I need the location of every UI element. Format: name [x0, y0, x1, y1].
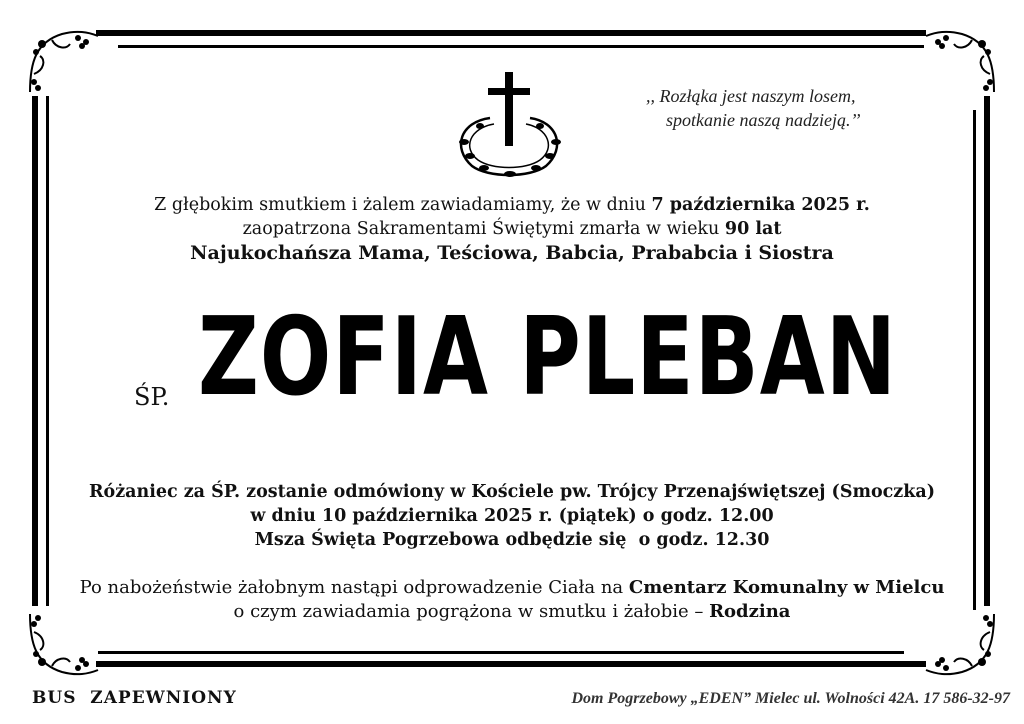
funeral-part-2: o czym zawiadamia pogrążona w smutku i żałobie – — [233, 601, 704, 622]
rosary-line-1: Różaniec za ŚP. zostanie odmówiony w Kościele pw. Trójcy Przenajświętszej (Smoczka) — [88, 482, 935, 502]
relations: Najukochańsza Mama, Teściowa, Babcia, Prababcia i Siostra — [190, 242, 834, 264]
cross-with-wreath — [450, 70, 570, 180]
cross-icon — [488, 72, 530, 146]
funeral-home-info: Dom Pogrzebowy „EDEN” Mielec ul. Wolności 42A. 17 586-32-97 — [571, 690, 1010, 707]
intro-line-2 — [60, 217, 964, 241]
deceased-prefix: ŚP. — [134, 383, 170, 411]
quote-line-2: spotkanie naszą nadzieją.’’ — [666, 110, 861, 130]
age: 90 lat — [724, 219, 782, 239]
frame-bottom-outer — [96, 661, 926, 667]
quote-line-1: ,, Rozłąka jest naszym losem, — [646, 86, 856, 106]
rosary-line-2: w dniu 10 października 2025 r. (piątek) o godz. 12.00 — [250, 506, 774, 526]
funeral-line-1 — [60, 576, 964, 600]
quote — [646, 84, 906, 132]
intro-text — [60, 193, 964, 241]
intro-part-2: zaopatrzona Sakramentami Świętymi zmarła w wieku — [242, 219, 720, 239]
cemetery: Cmentarz Komunalny w Mielcu — [628, 577, 945, 598]
funeral-line-2 — [60, 600, 964, 624]
funeral-part-1: Po nabożeństwie żałobnym nastąpi odprowadzenie Ciała na — [79, 577, 624, 598]
deceased-name: ZOFIA PLEBAN — [198, 294, 898, 420]
intro-line-1 — [60, 193, 964, 217]
frame-top-outer — [96, 30, 926, 36]
intro-part-1: Z głębokim smutkiem i żalem zawiadamiamy, że w dniu — [154, 195, 646, 215]
frame-bottom-inner — [98, 651, 904, 654]
deceased-name-block — [0, 294, 1024, 420]
floral-corner-icon — [924, 22, 1002, 100]
funeral-info — [60, 576, 964, 624]
bus-notice: BUS ZAPEWNIONY — [32, 688, 237, 708]
rosary-info — [60, 480, 964, 552]
family: Rodzina — [709, 601, 791, 622]
floral-corner-icon — [22, 22, 100, 100]
frame-top-inner — [118, 45, 924, 48]
death-date: 7 października 2025 r. — [651, 195, 870, 215]
rosary-line-3: Msza Święta Pogrzebowa odbędzie się o godz. 12.30 — [254, 530, 770, 550]
